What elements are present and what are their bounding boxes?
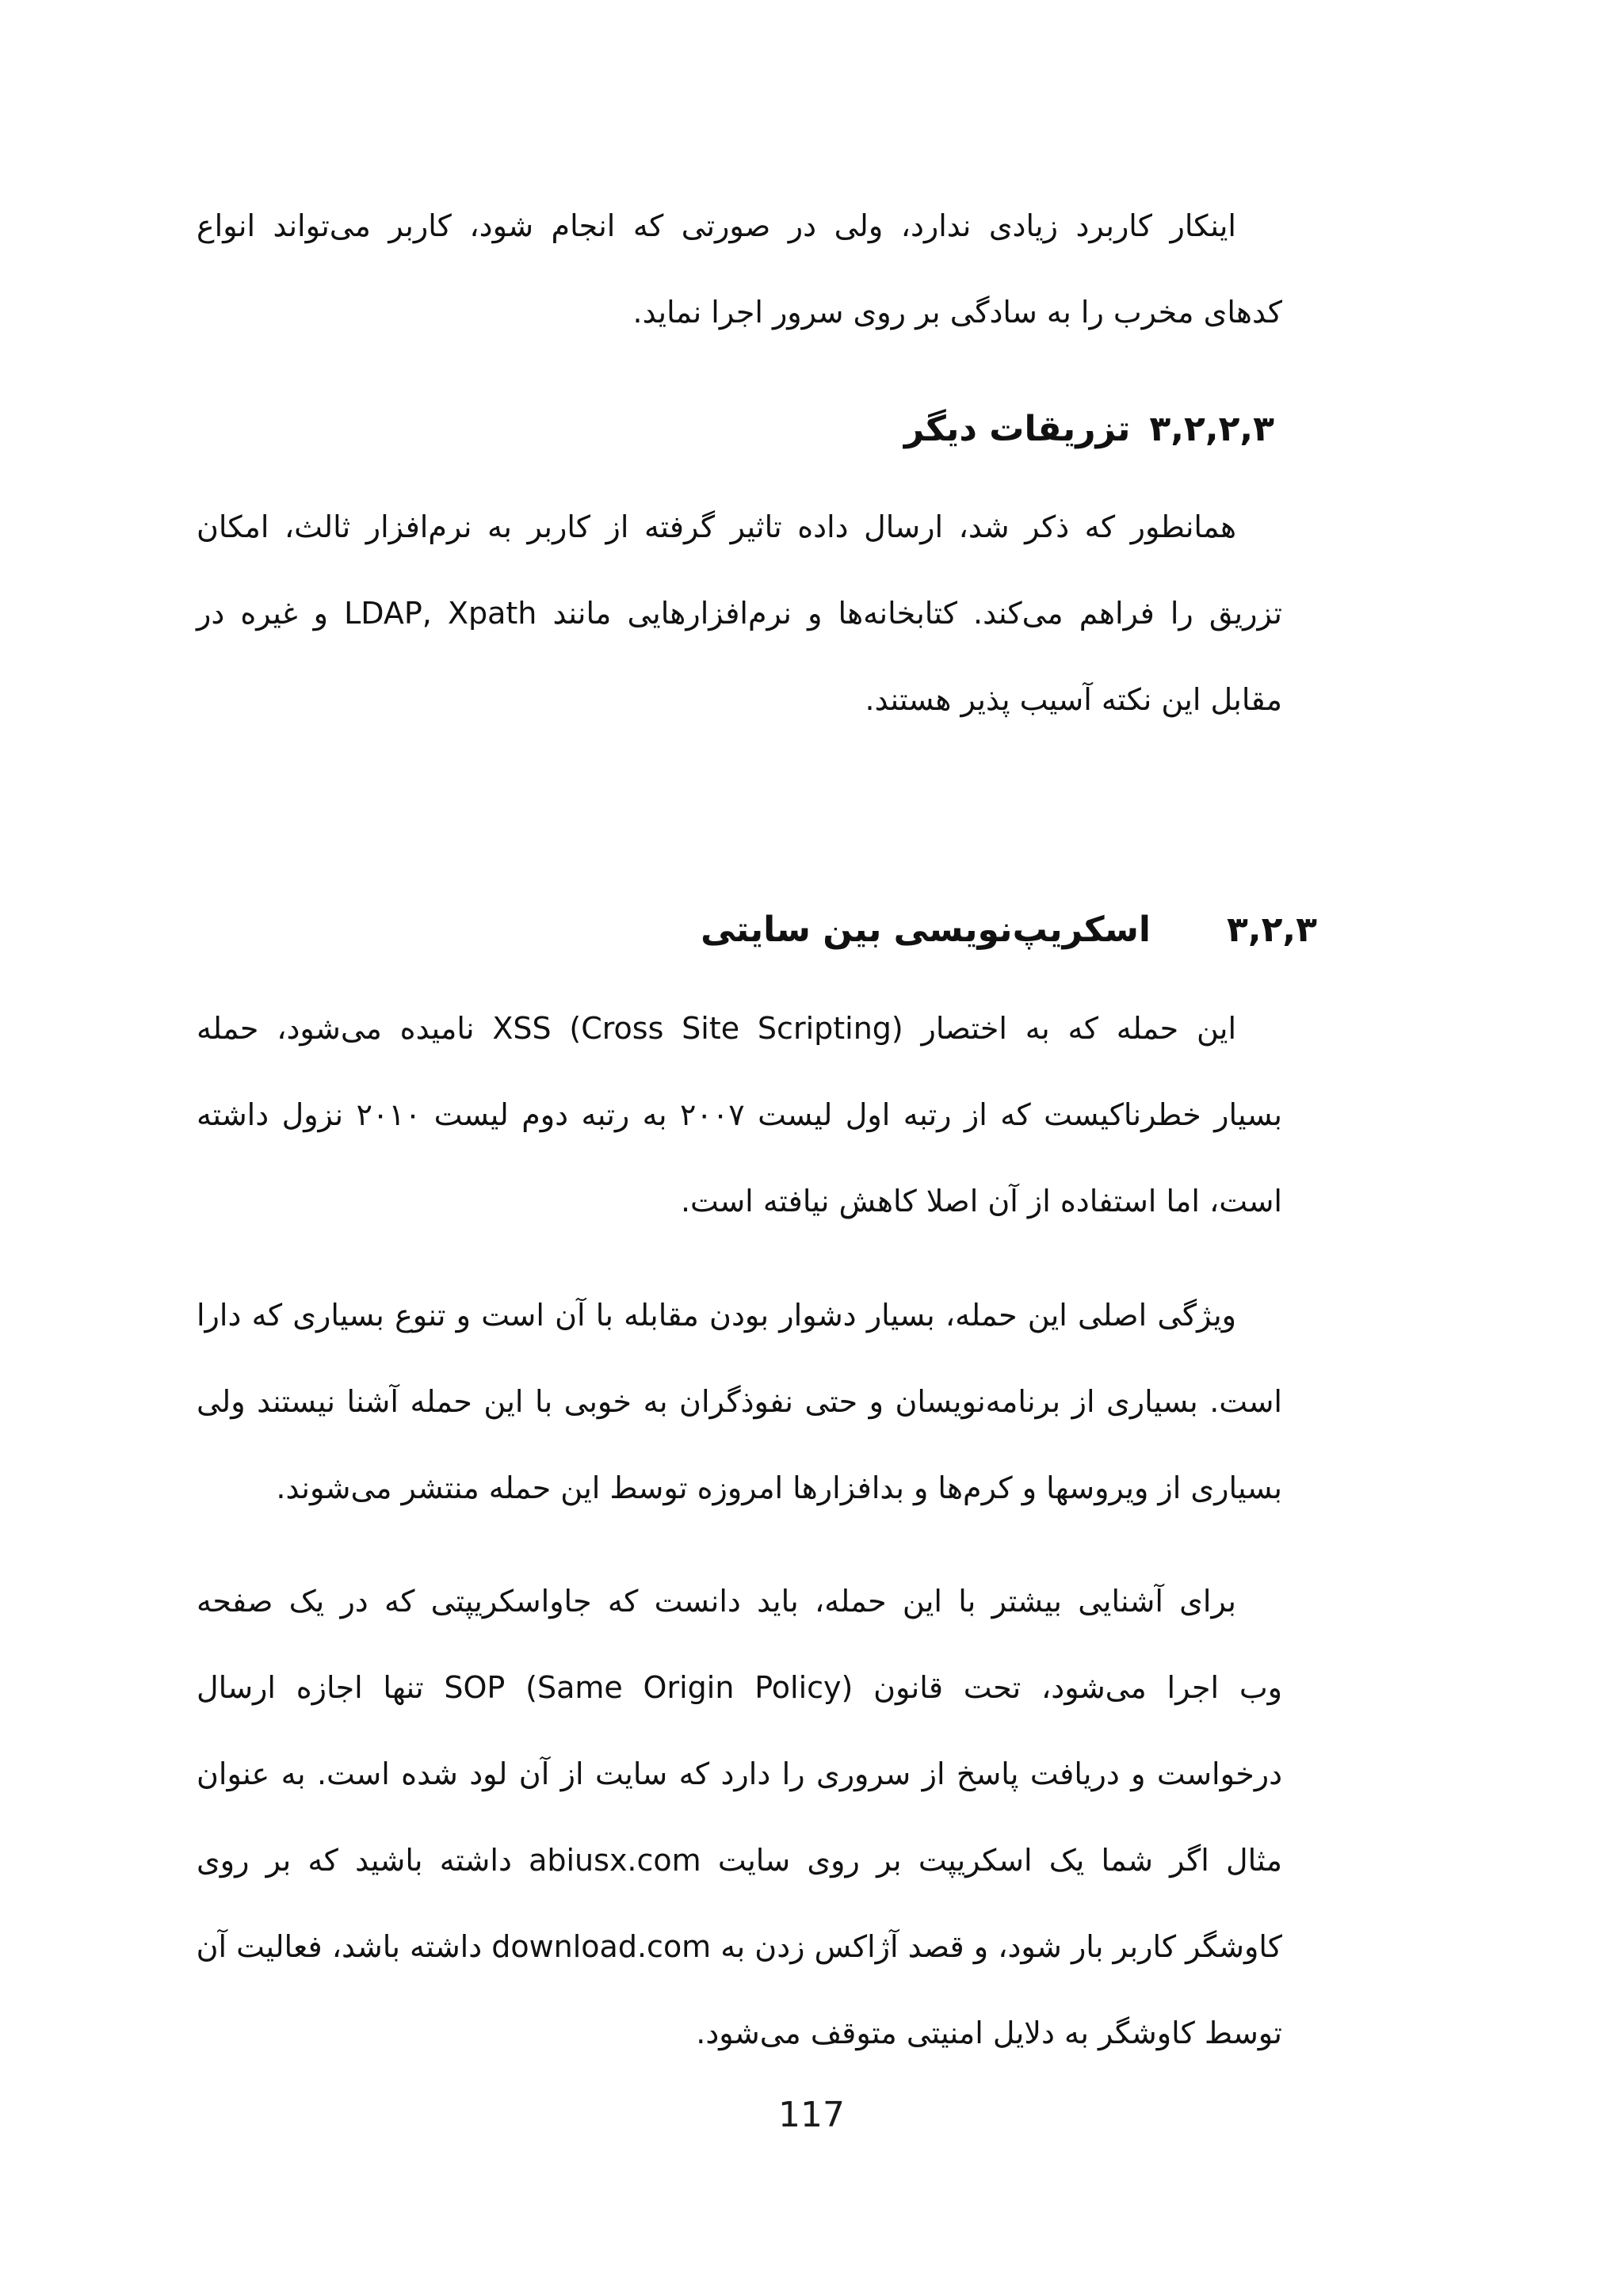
paragraph-line: ویژگی اصلی این حمله، بسیار دشوار بودن مقابله با آن است و تنوع بسیاری که دارا — [197, 1298, 1236, 1333]
paragraph-line: کدهای مخرب را به سادگی بر روی سرور اجرا نماید. — [632, 295, 1282, 330]
section-heading-other-injections — [904, 402, 1274, 457]
paragraph-line: اینکار کاربرد زیادی ندارد، ولی در صورتی که انجام شود، کاربر می‌تواند انواع — [197, 208, 1236, 243]
paragraph-line: همانطور که ذکر شد، ارسال داده تاثیر گرفته از کاربر به نرم‌افزار ثالث، امکان — [197, 509, 1236, 544]
section-title: اسکریپ‌نویسی بین سایتی — [701, 910, 1151, 950]
paragraph-line: است. بسیاری از برنامه‌نویسان و حتی نفوذگران به خوبی با این حمله آشنا نیستند ولی — [197, 1384, 1282, 1419]
section-heading-xss — [701, 902, 1317, 958]
paragraph-line: توسط کاوشگر به دلایل امنیتی متوقف می‌شود. — [696, 2016, 1282, 2050]
paragraph-line: برای آشنایی بیشتر با این حمله، باید دانست که جاواسکریپتی که در یک صفحه — [197, 1584, 1236, 1619]
paragraph-line: درخواست و دریافت پاسخ از سروری را دارد که سایت از آن لود شده است. به عنوان — [197, 1756, 1282, 1791]
paragraph-line: مقابل این نکته آسیب پذیر هستند. — [865, 682, 1282, 717]
paragraph-line: مثال اگر شما یک اسکریپت بر روی سایت abiusx.com داشته باشید که بر روی — [197, 1843, 1282, 1878]
section-title: تزریقات دیگر — [903, 409, 1131, 449]
paragraph-line: کاوشگر کاربر بار شود، و قصد آژاکس زدن به download.com داشته باشد، فعالیت آن — [196, 1929, 1282, 1964]
page-number: 117 — [778, 2095, 845, 2135]
paragraph-line: وب اجرا می‌شود، تحت قانون SOP (Same Origin Policy) تنها اجازه ارسال — [197, 1670, 1283, 1705]
section-number: ۳,۲,۳ — [1227, 910, 1317, 950]
paragraph-line: بسیاری از ویروسها و کرم‌ها و بدافزارها امروزه توسط این حمله منتشر می‌شوند. — [276, 1470, 1282, 1505]
section-number: ۳,۲,۲,۳ — [1149, 409, 1274, 449]
paragraph-line: تزریق را فراهم می‌کند. کتابخانه‌ها و نرم‌افزارهایی مانند LDAP, Xpath و غیره در — [197, 596, 1282, 631]
paragraph-line: است، اما استفاده از آن اصلا کاهش نیافته است. — [680, 1184, 1282, 1219]
paragraph-line: این حمله که به اختصار XSS (Cross Site Scripting) نامیده می‌شود، حمله — [197, 1011, 1237, 1046]
paragraph-line: بسیار خطرناکیست که از رتبه اول لیست ۲۰۰۷ به رتبه دوم لیست ۲۰۱۰ نزول داشته — [197, 1097, 1282, 1132]
